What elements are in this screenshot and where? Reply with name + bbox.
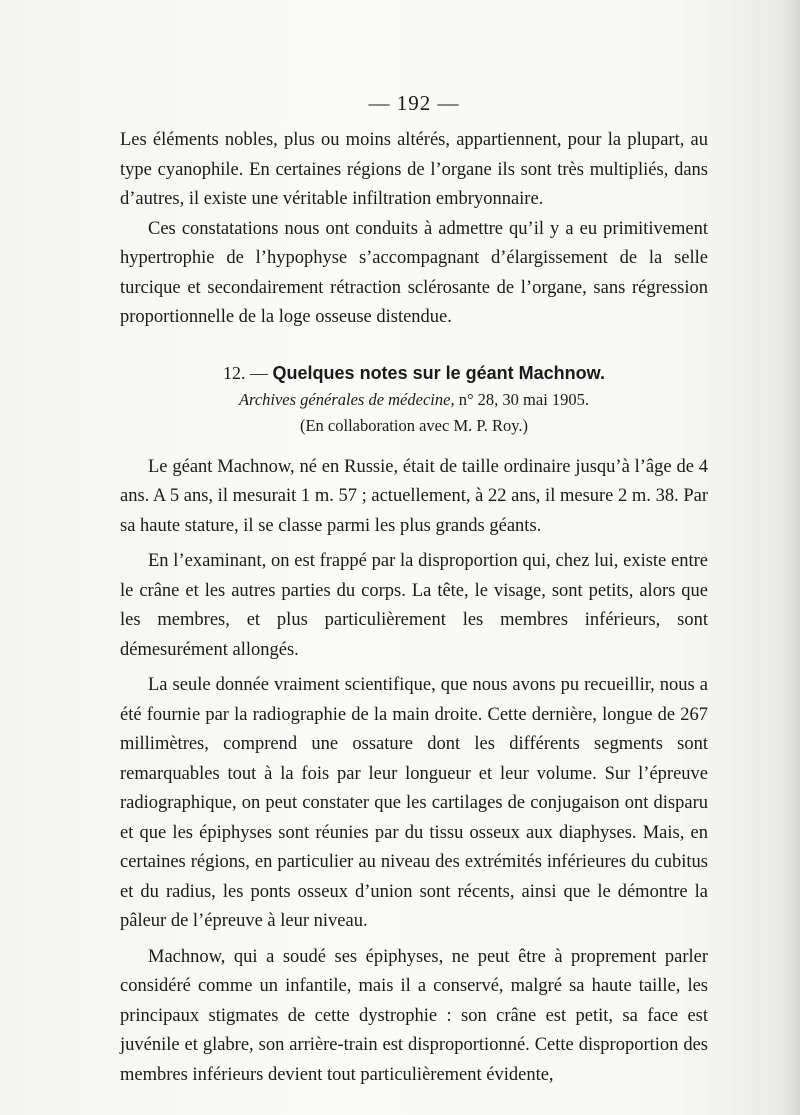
citation-reference: n° 28, 30 mai 1905.: [454, 389, 590, 409]
citation: [120, 387, 708, 413]
page-number: — 192 —: [368, 91, 460, 115]
page: [120, 88, 708, 1090]
section-heading: [120, 359, 708, 387]
intro-paragraph-2: Ces constatations nous ont conduits à admettre qu’il y a eu primitivement hypertrophie de l’hypophyse s’accompagnant d’élargissement de la selle turcique et secondairement rétraction sclérosante de l’organe, sans régression proportionnelle de la loge osseuse distendue.: [120, 218, 708, 327]
body-paragraph-2: En l’examinant, on est frappé par la disproportion qui, chez lui, existe entre le crâne et les autres parties du corps. La tête, le visage, sont petits, alors que les membres, et plus particulièrement les membres inférieurs, sont démesurément allongés.: [120, 551, 708, 660]
section-dash: —: [245, 362, 273, 383]
section-title: Quelques notes sur le géant Machnow.: [272, 362, 605, 383]
page-edge-shadow: [782, 0, 800, 1115]
citation-journal: Archives générales de médecine,: [238, 389, 455, 409]
section-number: 12.: [223, 362, 246, 383]
collaboration-note: (En collaboration avec M. P. Roy.): [299, 415, 529, 435]
body-paragraph-3: La seule donnée vraiment scientifique, que nous avons pu recueillir, nous a été fournie par la radiographie de la main droite. Cette dernière, longue de 267 millimètres, comprend une ossature dont les différents segments sont remarquables tout à la fois par leur longueur et leur volume. Sur l’épreuve radiographique, on peut constater que les cartilages de conjugaison ont disparu et que les épiphyses sont réunies par du tissu osseux aux diaphyses. Mais, en certaines régions, en particulier au niveau des extrémités inférieures du cubitus et du radius, les ponts osseux d’union sont récents, ainsi que le démontre la pâleur de l’épreuve à leur niveau.: [120, 675, 708, 931]
body-paragraph-4: Machnow, qui a soudé ses épiphyses, ne peut être à proprement parler considéré comme un infantile, mais il a conservé, malgré sa haute taille, les principaux stigmates de cette dystrophie : son crâne est petit, sa face est juvénile et glabre, son arrière-train est disproportionné. Cette disproportion des membres inférieurs devient tout particulièrement évidente,: [120, 946, 708, 1085]
intro-paragraph-1: Les éléments nobles, plus ou moins altérés, appartiennent, pour la plupart, au type cyanophile. En certaines régions de l’organe ils sont très multipliés, dans d’autres, il existe une véritable infiltration embryonnaire.: [120, 130, 708, 209]
body-paragraph-1: Le géant Machnow, né en Russie, était de taille ordinaire jusqu’à l’âge de 4 ans. A 5 ans, il mesurait 1 m. 57 ; actuellement, à 22 ans, il mesure 2 m. 38. Par sa haute stature, il se classe parmi les plus grands géants.: [120, 456, 708, 536]
